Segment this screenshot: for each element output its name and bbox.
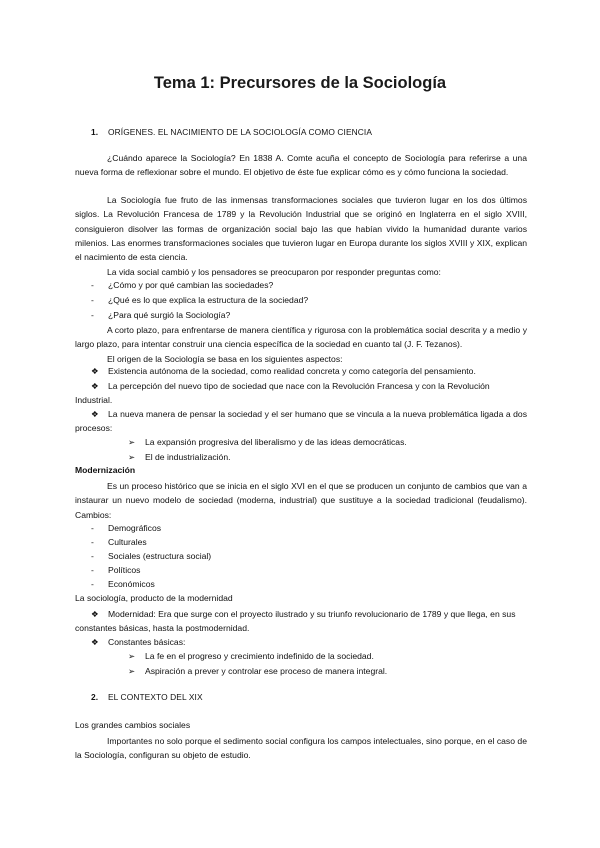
- list-item: ¿Qué es lo que explica la estructura de la sociedad?: [108, 295, 309, 305]
- list-item: La nueva manera de pensar la sociedad y el ser humano que se vincula a la nueva problemática ligada a dos procesos:: [75, 409, 527, 434]
- arrow-bullet-icon: ➢: [128, 452, 136, 462]
- list-item: ¿Cómo y por qué cambian las sociedades?: [108, 280, 274, 290]
- arrow-bullet-icon: ➢: [128, 437, 136, 447]
- paragraph-2: La Sociología fue fruto de las inmensas transformaciones sociales que tuvieron lugar en los dos últimos siglos. La Revolución Francesa de 1789 y la Revolución Industrial que se originó en Inglaterra en el siglo XVIII, consiguieron disolver las formas de organización social bajo las que habían vivido la humanidad durante varios milenios. Las enormes transformaciones sociales que tuvieron lugar en Europa durante los siglos XVIII y XIX, explican el nacimiento de esta ciencia.: [75, 195, 527, 263]
- paragraph-5: El origen de la Sociología se basa en los siguientes aspectos:: [107, 354, 343, 364]
- diamond-bullet-icon: ❖: [91, 381, 99, 391]
- section-heading-2: [91, 692, 203, 702]
- section-number: 2.: [91, 692, 99, 702]
- subheading-cambios: Los grandes cambios sociales: [75, 720, 191, 730]
- paragraph-1: ¿Cuándo aparece la Sociología? En 1838 A. Comte acuña el concepto de Sociología para referirse a una nueva forma de reflexionar sobre el mundo. El objetivo de éste fue explicar cómo es y cómo funciona la sociedad.: [75, 153, 527, 178]
- dash-bullet: -: [91, 537, 94, 547]
- paragraph-cambios: Importantes no solo porque el sedimento social configura los campos intelectuales, sino porque, en el caso de la Sociología, configuran su objeto de estudio.: [75, 736, 527, 761]
- list-item: Constantes básicas:: [108, 637, 186, 647]
- section-label: ORÍGENES. EL NACIMIENTO DE LA SOCIOLOGÍA COMO CIENCIA: [108, 127, 373, 137]
- subheading-producto: La sociología, producto de la modernidad: [75, 593, 233, 603]
- arrow-bullet-icon: ➢: [128, 666, 136, 676]
- dash-bullet: -: [91, 523, 94, 533]
- subheading-modernizacion: Modernización: [75, 465, 136, 475]
- paragraph-4: A corto plazo, para enfrentarse de manera científica y rigurosa con la problemática social descrita y a medio y largo plazo, para intentar construir una ciencia específica de la sociedad en cuanto tal (J. F. Tezanos).: [75, 325, 527, 350]
- paragraph-modernizacion: Es un proceso histórico que se inicia en el siglo XVI en el que se producen un conjunto de cambios que van a instaurar un nuevo modelo de sociedad (moderna, industrial) que sustituye a la sociedad tradicional (feudalismo). Cambios:: [75, 481, 527, 520]
- list-item: Culturales: [108, 537, 147, 547]
- list-item: La percepción del nuevo tipo de sociedad que nace con la Revolución Francesa y con la Revolución Industrial.: [75, 381, 490, 406]
- list-item: La expansión progresiva del liberalismo y de las ideas democráticas.: [145, 437, 407, 447]
- diamond-bullet-icon: ❖: [91, 609, 99, 619]
- diamond-bullet-icon: ❖: [91, 366, 99, 376]
- dash-bullet: -: [91, 295, 94, 305]
- list-item: Existencia autónoma de la sociedad, como realidad concreta y como categoría del pensamiento.: [108, 366, 476, 376]
- section-heading-1: [91, 127, 372, 137]
- dash-bullet: -: [91, 280, 94, 290]
- list-item: Políticos: [108, 565, 141, 575]
- arrow-bullet-icon: ➢: [128, 651, 136, 661]
- paragraph-3: La vida social cambió y los pensadores se preocuparon por responder preguntas como:: [107, 267, 441, 277]
- list-item: Económicos: [108, 579, 155, 589]
- dash-bullet: -: [91, 579, 94, 589]
- list-item: La fe en el progreso y crecimiento indefinido de la sociedad.: [145, 651, 374, 661]
- list-item: Modernidad: Era que surge con el proyecto ilustrado y su triunfo revolucionario de 1789 y que llega, en sus constantes básicas, hasta la postmodernidad.: [75, 609, 516, 634]
- dash-bullet: -: [91, 551, 94, 561]
- list-item: El de industrialización.: [145, 452, 231, 462]
- list-item: Aspiración a prever y controlar ese proceso de manera integral.: [145, 666, 388, 676]
- list-item: ¿Para qué surgió la Sociología?: [108, 310, 231, 320]
- page-title: Tema 1: Precursores de la Sociología: [153, 74, 447, 92]
- list-item: Sociales (estructura social): [108, 551, 212, 561]
- dash-bullet: -: [91, 310, 94, 320]
- dash-bullet: -: [91, 565, 94, 575]
- diamond-bullet-icon: ❖: [91, 637, 99, 647]
- diamond-bullet-icon: ❖: [91, 409, 99, 419]
- section-label: EL CONTEXTO DEL XIX: [108, 692, 203, 702]
- list-item: Demográficos: [108, 523, 162, 533]
- section-number: 1.: [91, 127, 99, 137]
